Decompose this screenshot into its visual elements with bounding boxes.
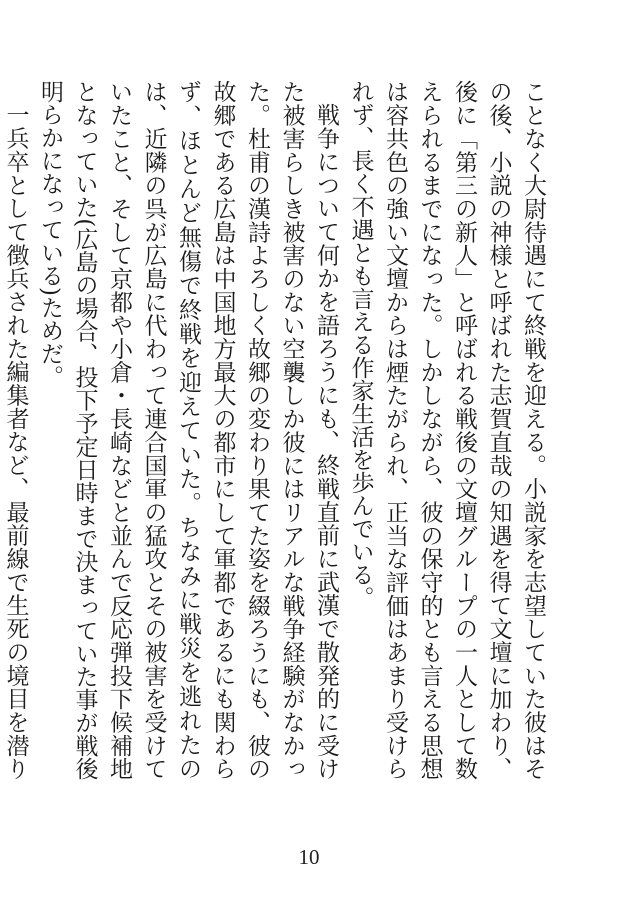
paragraph-2: 戦争について何かを語ろうにも、終戦直前に武漢で散発的に受けた被害らしき被害のない空襲しか彼にはリアルな戦争経験がなかった。杜甫の漢詩よろしく故郷の変わり果てた姿を綴ろうにも、彼の故郷である広島は中国地方最大の都市にして軍都であるにも関わらず、ほとんど無傷で終戦を迎えていた。ちなみに戦災を逃れたのは、近隣の呉が広島に代わって連合国軍の猛攻とその被害を受けていたこと、そして京都や小倉・長崎などと並んで反応弾投下候補地となっていた(広島の場合、投下予定日時まで決まっていた事が戦後明らかになっている)ためだ。 xyxy=(37,80,339,781)
paragraph-3: 一兵卒として徴兵された編集者など、最前線で生死の境目を潜り xyxy=(2,103,29,781)
paragraph-1: ことなく大尉待遇にて終戦を迎える。小説家を志望していた彼はその後、小説の神様と呼ばれた志賀直哉の知遇を得て文壇に加わり、後に「第三の新人」と呼ばれる戦後の文壇グループの一人として数えられるまでになった。しかしながら、彼の保守的とも言える思想は容共色の強い文壇からは煙たがられ、正当な評価はあまり受けられず、長く不遇とも言える作家生活を歩んでいる。 xyxy=(347,80,546,780)
vertical-body-text xyxy=(2,80,550,781)
page-number: 10 xyxy=(298,845,320,869)
